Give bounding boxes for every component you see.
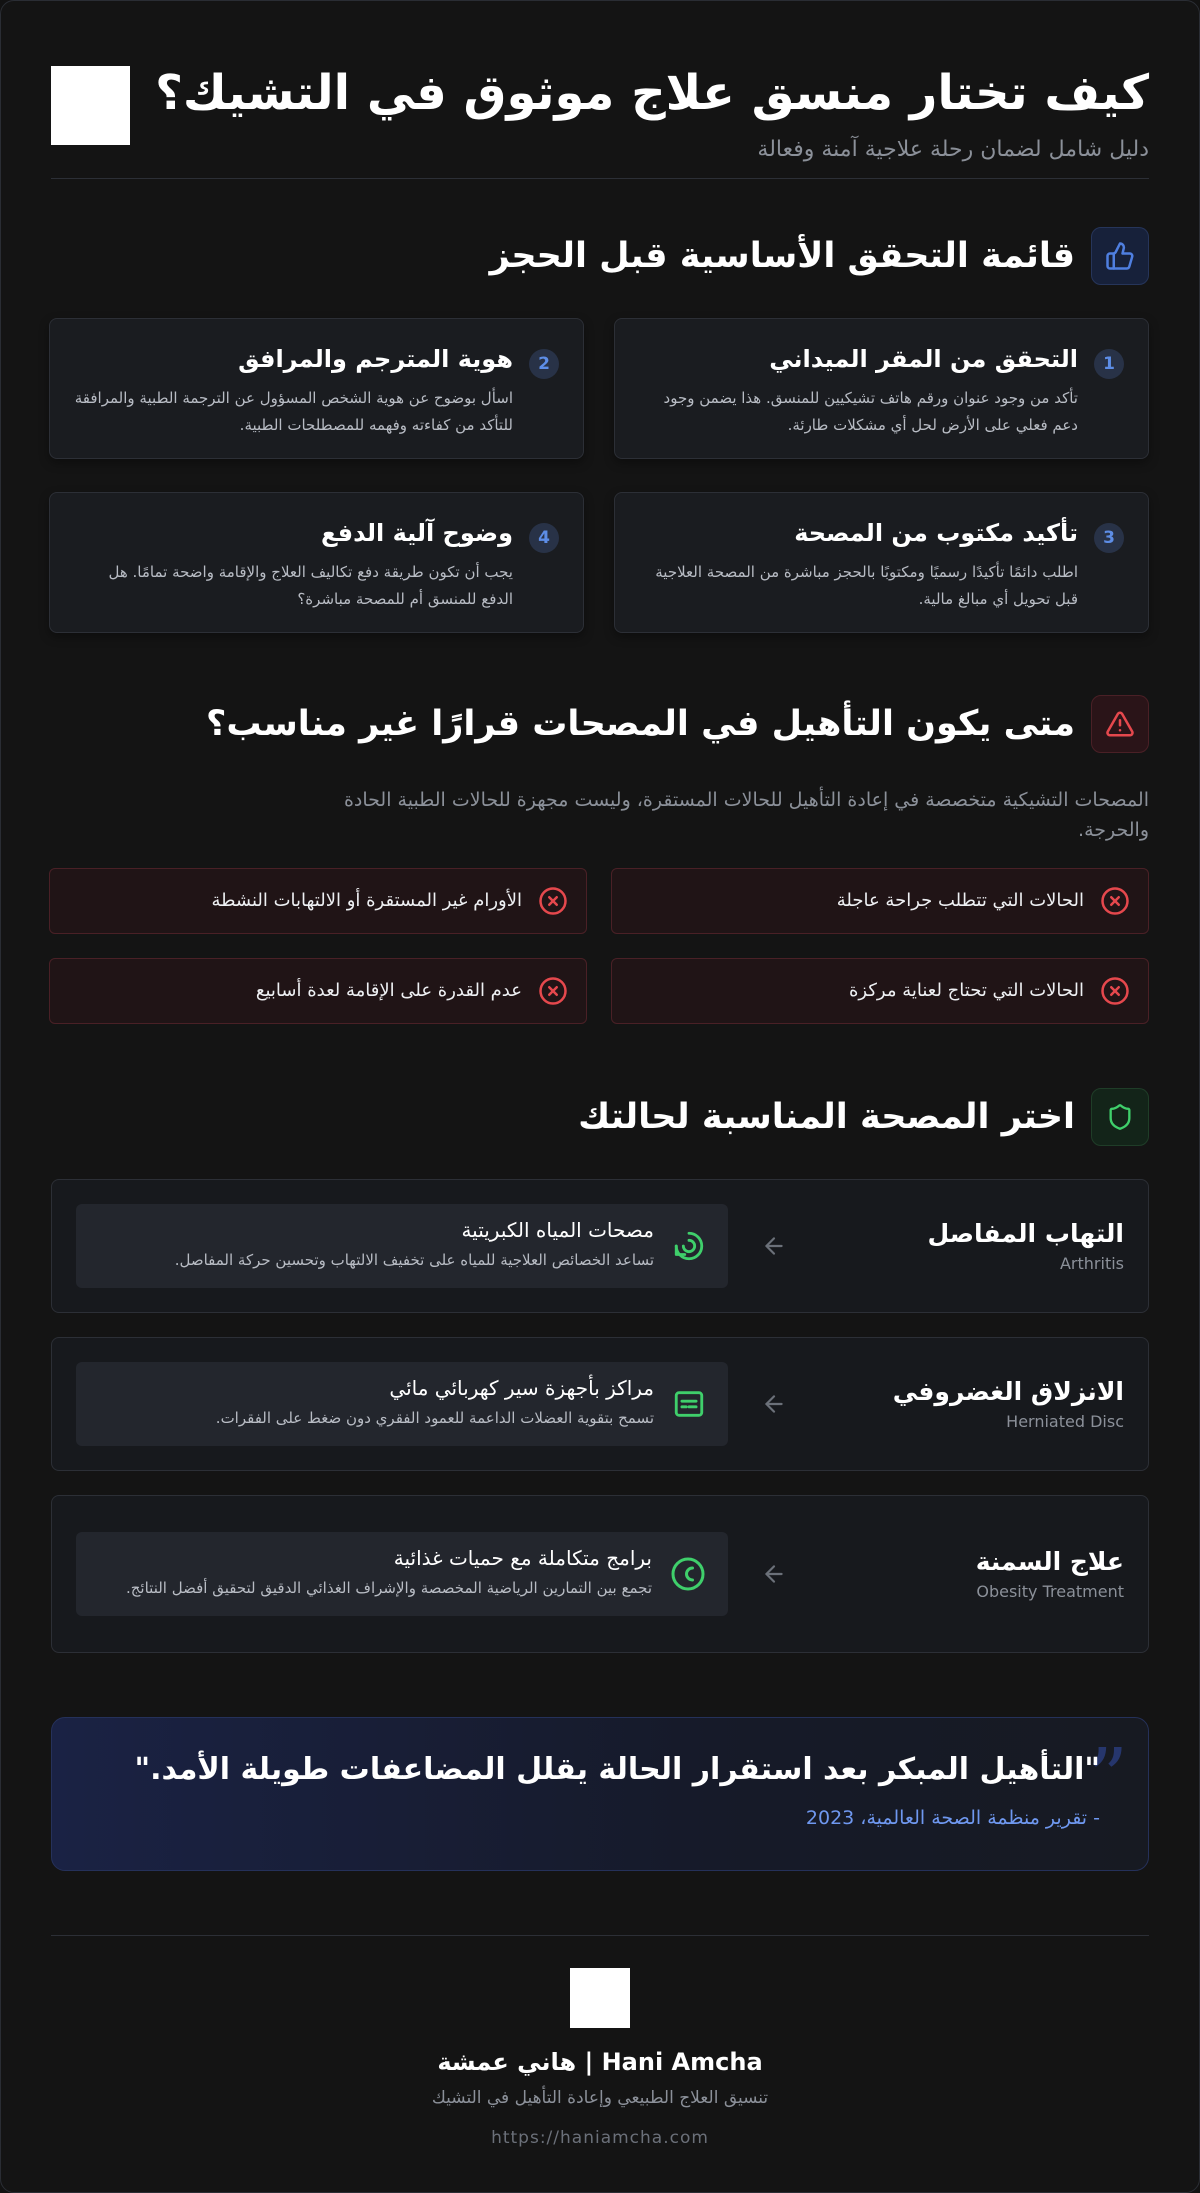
- thumbs-up-icon: [1091, 227, 1149, 285]
- footer-url-link[interactable]: https://haniamcha.com: [491, 2127, 709, 2148]
- card-desc: اطلب دائمًا تأكيدًا رسميًا ومكتوبًا بالحجز مباشرة من المصحة العلاجية قبل تحويل أي مبالغ مالية.: [655, 563, 1078, 608]
- header-text: [155, 65, 1149, 162]
- warning-text: الحالات التي تحتاج لعناية مركزة: [848, 980, 1084, 1002]
- warning-grid: [51, 868, 1149, 1024]
- shield-icon: [1091, 1088, 1149, 1146]
- quote-icon: ”: [1087, 1730, 1128, 1824]
- condition: [804, 1219, 1124, 1273]
- condition-en: Obesity Treatment: [976, 1581, 1124, 1601]
- checklist-card: [49, 318, 584, 459]
- condition-ar: الانزلاق الغضروفي: [892, 1376, 1124, 1406]
- card-title: هوية المترجم والمرافق: [238, 345, 513, 373]
- resort-row: [51, 1495, 1149, 1653]
- condition: [804, 1377, 1124, 1431]
- card-title: التحقق من المقر الميداني: [769, 345, 1078, 373]
- solution-title: مصحات المياه الكبريتية: [461, 1218, 654, 1243]
- header: [51, 1, 1149, 179]
- warning-item: [611, 958, 1149, 1024]
- x-circle-icon: [1100, 976, 1130, 1006]
- footer: [51, 1935, 1149, 2148]
- quote-block: [51, 1717, 1149, 1871]
- warning-item: [49, 868, 587, 934]
- step-number: 2: [529, 349, 559, 379]
- x-circle-icon: [538, 976, 568, 1006]
- x-circle-icon: [538, 886, 568, 916]
- solution-desc: تسمح بتقوية العضلات الداعمة للعمود الفقري دون ضغط على الفقرات.: [215, 1409, 654, 1428]
- card-title: وضوح آلية الدفع: [321, 519, 513, 547]
- condition: [804, 1547, 1124, 1601]
- condition-en: Arthritis: [1059, 1253, 1124, 1273]
- condition-en: Herniated Disc: [1006, 1411, 1124, 1431]
- arrow-left-icon: [744, 1391, 804, 1417]
- warning-heading: [51, 695, 1149, 753]
- solution: [76, 1362, 728, 1446]
- logo: [51, 66, 130, 145]
- resorts-list: [51, 1179, 1149, 1653]
- card-desc: يجب أن تكون طريقة دفع تكاليف العلاج والإقامة واضحة تمامًا. هل الدفع للمنسق أم للمصحة مباشرة؟: [108, 563, 513, 608]
- solution-desc: تجمع بين التمارين الرياضية المخصصة والإشراف الغذائي الدقيق لتحقيق أفضل النتائج.: [125, 1579, 652, 1598]
- solution: [76, 1204, 728, 1288]
- resort-row: [51, 1337, 1149, 1471]
- footer-logo: [570, 1968, 630, 2028]
- page-title: كيف تختار منسق علاج موثوق في التشيك؟: [155, 65, 1149, 122]
- warning-title: متى يكون التأهيل في المصحات قرارًا غير مناسب؟: [206, 704, 1075, 744]
- quote-source: - تقرير منظمة الصحة العالمية، 2023: [805, 1806, 1100, 1829]
- water-drop-icon: [672, 1229, 706, 1263]
- warning-text: الأورام غير المستقرة أو الالتهابات النشطة: [211, 890, 522, 912]
- warning-text: عدم القدرة على الإقامة لعدة أسابيع: [255, 980, 522, 1002]
- page-subtitle: دليل شامل لضمان رحلة علاجية آمنة وفعالة: [757, 136, 1149, 162]
- arrow-left-icon: [744, 1233, 804, 1259]
- condition-ar: علاج السمنة: [975, 1546, 1124, 1576]
- solution: [76, 1532, 728, 1616]
- checklist-card: [614, 492, 1149, 633]
- card-title: تأكيد مكتوب من المصحة: [794, 519, 1078, 547]
- step-number: 4: [529, 523, 559, 553]
- x-circle-icon: [1100, 886, 1130, 916]
- card-desc: اسأل بوضوح عن هوية الشخص المسؤول عن الترجمة الطبية والمرافقة للتأكد من كفاءته وفهمه للمصطلحات الطبية.: [74, 389, 513, 434]
- footer-tagline: تنسيق العلاج الطبيعي وإعادة التأهيل في التشيك: [431, 2087, 769, 2108]
- warning-item: [611, 868, 1149, 934]
- checklist-title: قائمة التحقق الأساسية قبل الحجز: [489, 236, 1075, 276]
- resorts-heading: [51, 1088, 1149, 1146]
- checklist-card: [49, 492, 584, 633]
- resort-row: [51, 1179, 1149, 1313]
- warning-intro: المصحات التشيكية متخصصة في إعادة التأهيل للحالات المستقرة، وليست مجهزة للحالات الطبية الحادة والحرجة.: [343, 789, 1149, 842]
- arrow-left-icon: [744, 1561, 804, 1587]
- quote-text: "التأهيل المبكر بعد استقرار الحالة يقلل المضاعفات طويلة الأمد.": [134, 1751, 1100, 1787]
- warning-item: [49, 958, 587, 1024]
- checklist-grid: [51, 318, 1149, 633]
- treadmill-icon: [672, 1387, 706, 1421]
- warning-text: الحالات التي تتطلب جراحة عاجلة: [836, 890, 1084, 912]
- warning-triangle-icon: [1091, 695, 1149, 753]
- resorts-title: اختر المصحة المناسبة لحالتك: [578, 1096, 1075, 1137]
- checklist-heading: [51, 227, 1149, 285]
- checklist-card: [614, 318, 1149, 459]
- footer-name: Hani Amcha | هاني عمشة: [437, 2047, 763, 2076]
- step-number: 1: [1094, 349, 1124, 379]
- card-desc: تأكد من وجود عنوان ورقم هاتف تشيكيين للمنسق. هذا يضمن وجود دعم فعلي على الأرض لحل أي مشكلات طارئة.: [663, 389, 1078, 434]
- nutrition-icon: [670, 1556, 706, 1592]
- solution-title: برامج متكاملة مع حميات غذائية: [393, 1546, 652, 1571]
- solution-title: مراكز بأجهزة سير كهربائي مائي: [389, 1376, 654, 1401]
- step-number: 3: [1094, 523, 1124, 553]
- condition-ar: التهاب المفاصل: [927, 1218, 1124, 1248]
- solution-desc: تساعد الخصائص العلاجية للمياه على تخفيف الالتهاب وتحسين حركة المفاصل.: [174, 1251, 654, 1270]
